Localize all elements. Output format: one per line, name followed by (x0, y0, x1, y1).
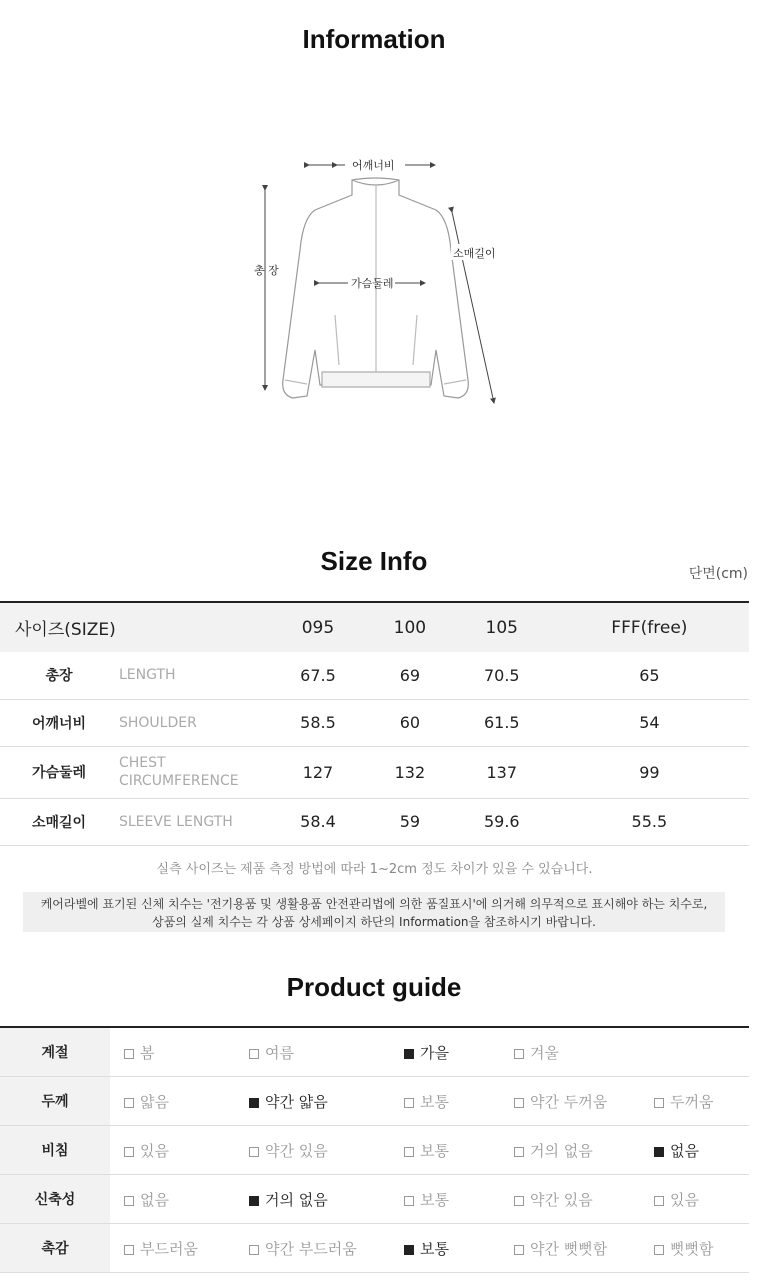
guide-option (500, 1027, 640, 1077)
cell: 60 (366, 699, 454, 746)
measurement-note: 실측 사이즈는 제품 측정 방법에 따라 1~2cm 정도 차이가 있을 수 있습니다. (156, 862, 593, 877)
length-label: 총 장 (254, 264, 279, 277)
guide-option-label: 약간 두꺼움 (530, 1092, 608, 1111)
unchecked-box-icon (124, 1245, 134, 1255)
guide-option (235, 1126, 390, 1175)
guide-option (640, 1224, 749, 1273)
guide-option-label: 보통 (420, 1141, 449, 1160)
guide-option (640, 1175, 749, 1224)
size-table (0, 601, 749, 846)
guide-option (235, 1077, 390, 1126)
guide-option-label: 없음 (140, 1190, 169, 1209)
guide-option (110, 1077, 235, 1126)
product-guide-title: Product guide (286, 972, 462, 1002)
size-table-header (0, 602, 749, 652)
chest-label: 가슴둘레 (351, 277, 394, 290)
guide-option-label: 여름 (265, 1043, 294, 1062)
row-label-ko: 가슴둘레 (0, 746, 118, 798)
cell: 137 (454, 746, 550, 798)
sleeve-label: 소매길이 (453, 247, 496, 260)
unchecked-box-icon (514, 1098, 524, 1108)
guide-option (640, 1126, 749, 1175)
cell: 65 (550, 652, 749, 699)
guide-category-label: 신축성 (0, 1175, 110, 1224)
table-row (0, 699, 749, 746)
cell: 59 (366, 798, 454, 845)
unchecked-box-icon (124, 1196, 134, 1206)
jacket-measurement-diagram (245, 150, 515, 415)
unchecked-box-icon (124, 1098, 134, 1108)
guide-option-label: 거의 없음 (265, 1190, 328, 1209)
guide-option (235, 1224, 390, 1273)
guide-option (390, 1077, 500, 1126)
checked-box-icon (404, 1245, 414, 1255)
unchecked-box-icon (654, 1098, 664, 1108)
unchecked-box-icon (124, 1049, 134, 1059)
guide-row (0, 1126, 749, 1175)
guide-option-label: 약간 얇음 (265, 1092, 328, 1111)
guide-option-label: 있음 (670, 1190, 699, 1209)
unchecked-box-icon (654, 1196, 664, 1206)
shoulder-label: 어깨너비 (352, 159, 395, 172)
table-row (0, 746, 749, 798)
unchecked-box-icon (514, 1147, 524, 1157)
unit-label: 단면(cm) (688, 566, 748, 582)
unchecked-box-icon (514, 1196, 524, 1206)
guide-category-label: 촉감 (0, 1224, 110, 1273)
unchecked-box-icon (249, 1245, 259, 1255)
row-label-en: LENGTH (118, 652, 270, 699)
guide-option-label: 보통 (420, 1190, 449, 1209)
table-row (0, 798, 749, 845)
unchecked-box-icon (654, 1245, 664, 1255)
cell: 58.4 (270, 798, 366, 845)
guide-row (0, 1224, 749, 1273)
cell: 70.5 (454, 652, 550, 699)
row-label-en: SHOULDER (118, 699, 270, 746)
information-title: Information (302, 24, 446, 54)
guide-option-label: 있음 (140, 1141, 169, 1160)
unchecked-box-icon (249, 1147, 259, 1157)
table-row (0, 652, 749, 699)
unchecked-box-icon (124, 1147, 134, 1157)
row-label-ko: 어깨너비 (0, 699, 118, 746)
row-label-ko: 총장 (0, 652, 118, 699)
guide-option-label: 거의 없음 (530, 1141, 593, 1160)
checked-box-icon (404, 1049, 414, 1059)
cell: 54 (550, 699, 749, 746)
guide-category-label: 두께 (0, 1077, 110, 1126)
size-header-free: FFF(free) (550, 602, 749, 652)
guide-option-label: 약간 부드러움 (265, 1239, 357, 1258)
guide-option-label: 없음 (670, 1141, 699, 1160)
cell: 69 (366, 652, 454, 699)
guide-option (110, 1027, 235, 1077)
row-label-ko: 소매길이 (0, 798, 118, 845)
guide-option (500, 1077, 640, 1126)
guide-option-label: 약간 뻣뻣함 (530, 1239, 608, 1258)
guide-option-label: 약간 있음 (530, 1190, 593, 1209)
care-note-line-1: 케어라벨에 표기된 신체 치수는 '전기용품 및 생활용품 안전관리법에 의한 품질표시'에 의거해 의무적으로 표시해야 하는 치수로, (40, 897, 708, 911)
unchecked-box-icon (514, 1049, 524, 1059)
guide-option (390, 1175, 500, 1224)
guide-option-label: 두꺼움 (670, 1092, 714, 1111)
size-header-095: 095 (270, 602, 366, 652)
guide-option (390, 1027, 500, 1077)
unchecked-box-icon (404, 1098, 414, 1108)
guide-option (500, 1175, 640, 1224)
guide-option (235, 1175, 390, 1224)
guide-option (110, 1224, 235, 1273)
guide-category-label: 계절 (0, 1027, 110, 1077)
size-header-label: 사이즈(SIZE) (0, 602, 270, 652)
guide-option (110, 1126, 235, 1175)
guide-option-label: 보통 (420, 1092, 449, 1111)
product-guide-table (0, 1026, 749, 1273)
guide-row (0, 1175, 749, 1224)
unchecked-box-icon (514, 1245, 524, 1255)
guide-option (390, 1224, 500, 1273)
unchecked-box-icon (404, 1196, 414, 1206)
unchecked-box-icon (249, 1049, 259, 1059)
guide-category-label: 비침 (0, 1126, 110, 1175)
guide-option-label: 봄 (140, 1043, 155, 1062)
guide-row (0, 1027, 749, 1077)
row-label-en: SLEEVE LENGTH (118, 798, 270, 845)
guide-option-label: 겨울 (530, 1043, 559, 1062)
cell: 55.5 (550, 798, 749, 845)
cell: 99 (550, 746, 749, 798)
size-info-title: Size Info (320, 546, 428, 576)
cell: 59.6 (454, 798, 550, 845)
checked-box-icon (654, 1147, 664, 1157)
care-note-line-2: 상품의 실제 치수는 각 상품 상세페이지 하단의 Information을 참조하시기 바랍니다. (152, 915, 596, 929)
guide-option-label: 뻣뻣함 (670, 1239, 714, 1258)
guide-option-label: 약간 있음 (265, 1141, 328, 1160)
guide-option-label: 부드러움 (140, 1239, 198, 1258)
guide-option (640, 1077, 749, 1126)
cell: 132 (366, 746, 454, 798)
checked-box-icon (249, 1196, 259, 1206)
guide-row (0, 1077, 749, 1126)
checked-box-icon (249, 1098, 259, 1108)
cell: 67.5 (270, 652, 366, 699)
cell: 61.5 (454, 699, 550, 746)
guide-option (640, 1027, 749, 1077)
care-label-note (23, 892, 725, 932)
guide-option (500, 1224, 640, 1273)
guide-option (390, 1126, 500, 1175)
guide-option-label: 얇음 (140, 1092, 169, 1111)
guide-option (110, 1175, 235, 1224)
guide-option (235, 1027, 390, 1077)
cell: 58.5 (270, 699, 366, 746)
size-header-100: 100 (366, 602, 454, 652)
cell: 127 (270, 746, 366, 798)
guide-option-label: 가을 (420, 1043, 449, 1062)
row-label-en: CHEST CIRCUMFERENCE (118, 746, 270, 798)
guide-option-label: 보통 (420, 1239, 449, 1258)
unchecked-box-icon (404, 1147, 414, 1157)
size-header-105: 105 (454, 602, 550, 652)
guide-option (500, 1126, 640, 1175)
